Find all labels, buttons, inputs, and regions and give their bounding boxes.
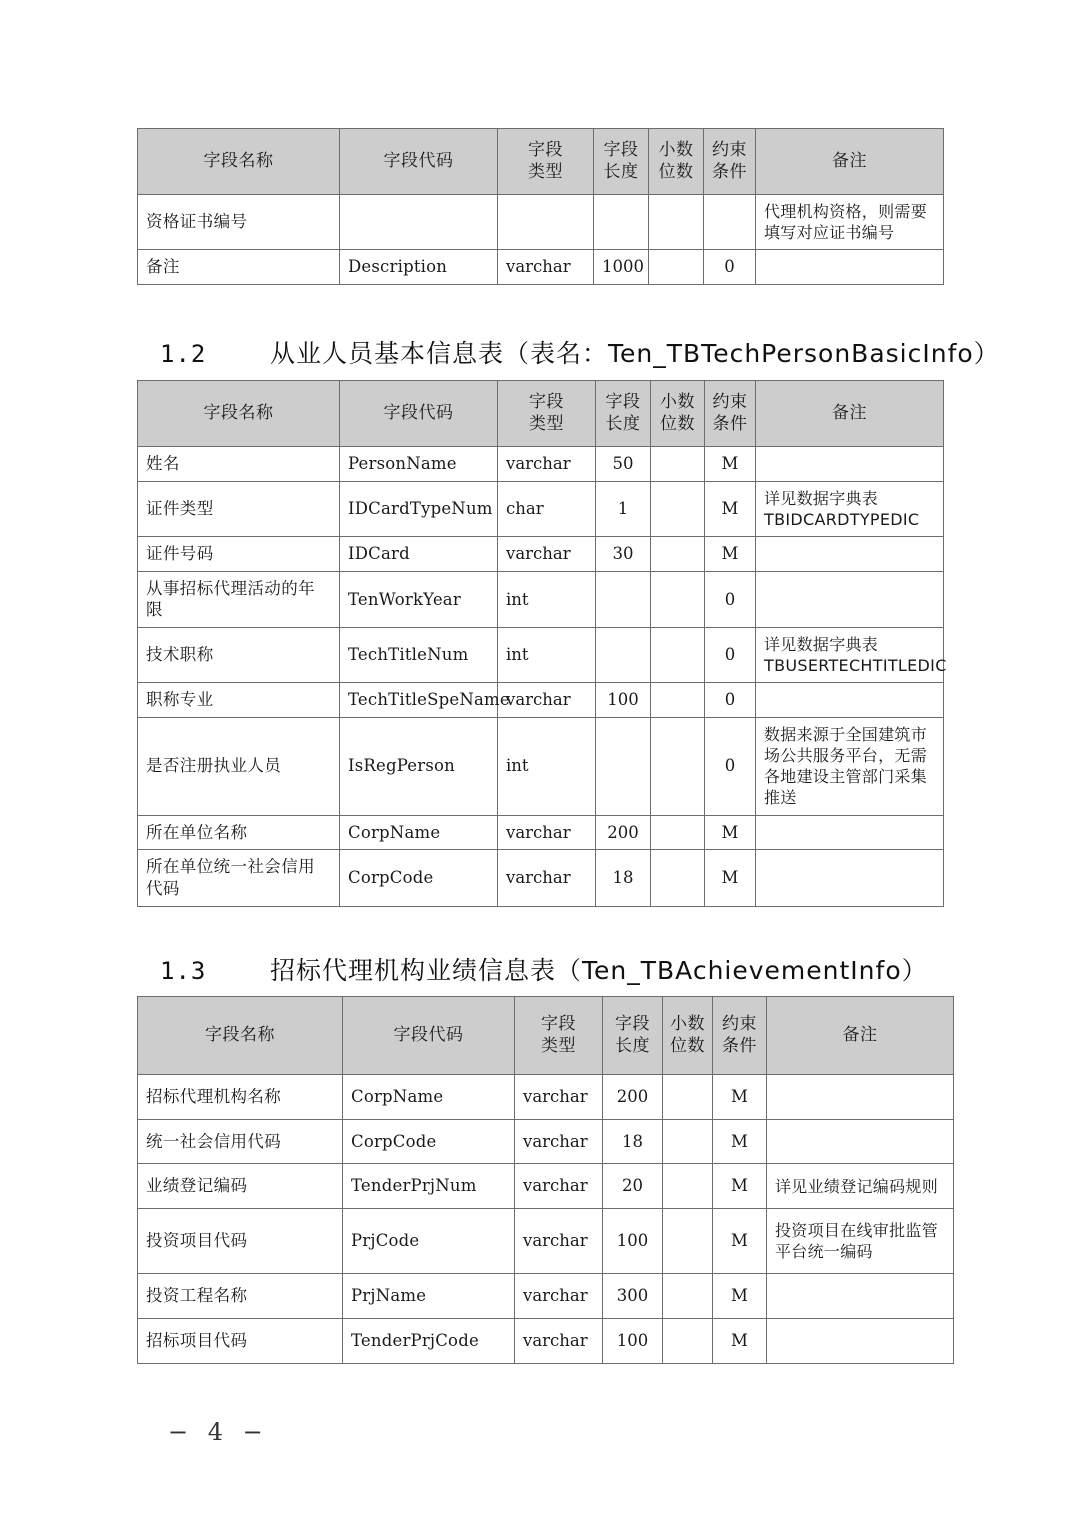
cell-field-length: 200 [596,815,651,850]
cell-field-name: 统一社会信用代码 [138,1119,343,1164]
table-row [138,718,944,815]
section-number: 1.3 [160,957,207,985]
cell-constraint: M [713,1319,767,1364]
cell-decimals [651,446,705,481]
column-header-field-type-line2: 类型 [529,414,564,435]
table-body [138,1074,954,1363]
column-header-decimals [651,381,705,447]
cell-field-code: CorpCode [343,1119,515,1164]
cell-field-name: 技术职称 [138,628,340,683]
cell-field-length: 1000 [594,250,649,285]
cell-field-type: varchar [498,446,596,481]
cell-field-type: varchar [515,1119,603,1164]
column-header-field-name: 字段名称 [138,381,340,447]
cell-field-length [596,571,651,628]
cell-field-length [596,628,651,683]
column-header-constraint-line2: 条件 [712,162,747,183]
cell-constraint: M [705,481,756,536]
cell-remark: 数据来源于全国建筑市场公共服务平台，无需各地建设主管部门采集推送 [756,718,944,815]
column-header-field-length [596,381,651,447]
table-body [138,194,944,284]
cell-field-code: CorpCode [340,850,498,907]
column-header-decimals-line2: 位数 [660,414,695,435]
column-header-decimals-line2: 位数 [658,162,694,183]
cell-field-length: 300 [603,1274,663,1319]
cell-constraint [704,194,756,249]
column-header-constraint-line1: 约束 [712,140,747,160]
column-header-field-code: 字段代码 [340,381,498,447]
cell-constraint: 0 [705,683,756,718]
cell-constraint: 0 [704,250,756,285]
cell-field-code: IDCardTypeNum [340,481,498,536]
cell-decimals [651,815,705,850]
cell-field-length [596,718,651,815]
cell-constraint: 0 [705,571,756,628]
column-header-remark: 备注 [756,129,944,195]
cell-constraint: M [713,1119,767,1164]
cell-constraint: M [713,1074,767,1119]
cell-field-type: varchar [515,1164,603,1209]
column-header-field-name: 字段名称 [138,997,343,1075]
column-header-field-length-line2: 长度 [605,414,641,435]
cell-constraint: 0 [705,718,756,815]
cell-constraint: M [705,815,756,850]
column-header-remark: 备注 [756,381,944,447]
cell-decimals [651,571,705,628]
column-header-field-code: 字段代码 [343,997,515,1075]
section-title: 从业人员基本信息表（表名：Ten_TBTechPersonBasicInfo） [270,339,1000,368]
cell-field-length: 1 [596,481,651,536]
column-header-field-code: 字段代码 [340,129,498,195]
table-row [138,628,944,683]
column-header-field-length-line2: 长度 [615,1036,650,1057]
cell-field-code: TenderPrjNum [343,1164,515,1209]
cell-field-type: int [498,718,596,815]
cell-field-type: varchar [515,1274,603,1319]
cell-field-type: varchar [498,815,596,850]
cell-decimals [663,1274,713,1319]
column-header-decimals-line2: 位数 [670,1036,705,1057]
table-row [138,683,944,718]
column-header-field-type-line2: 类型 [528,162,563,183]
cell-field-code: CorpName [343,1074,515,1119]
table-body [138,446,947,906]
cell-field-name: 所在单位名称 [138,815,340,850]
table-row [138,1319,954,1364]
cell-constraint: M [705,536,756,571]
cell-decimals [651,628,705,683]
cell-field-name: 资格证书编号 [138,194,340,249]
column-header-field-type-line1: 字段 [529,392,564,412]
section-heading-1-2 [160,334,1000,370]
cell-field-length [594,194,649,249]
column-header-field-length [594,129,649,195]
table-row [138,1119,954,1164]
cell-field-code: IDCard [340,536,498,571]
cell-field-length: 100 [596,683,651,718]
cell-field-name: 投资工程名称 [138,1274,343,1319]
table-tech-person-basic-info [137,380,947,907]
table-row [138,1209,954,1274]
cell-remark: 详见数据字典表TBIDCARDTYPEDIC [756,481,944,536]
column-header-decimals-line1: 小数 [660,392,695,412]
column-header-remark: 备注 [767,997,954,1075]
column-header-field-length-line1: 字段 [603,140,639,160]
table-row [138,1274,954,1319]
cell-field-type: varchar [498,536,596,571]
cell-decimals [651,481,705,536]
cell-field-length: 18 [596,850,651,907]
column-header-constraint [713,997,767,1075]
column-header-decimals [663,997,713,1075]
cell-remark [756,446,944,481]
cell-decimals [663,1119,713,1164]
cell-field-type: varchar [498,250,594,285]
table-row [138,1074,954,1119]
column-header-constraint-line2: 条件 [712,414,748,435]
column-header-field-type-line1: 字段 [541,1014,576,1034]
cell-decimals [651,683,705,718]
cell-field-name: 所在单位统一社会信用代码 [138,850,340,907]
cell-field-length: 50 [596,446,651,481]
cell-field-code: PrjName [343,1274,515,1319]
cell-remark [756,815,944,850]
column-header-decimals [649,129,704,195]
cell-decimals [663,1164,713,1209]
section-title: 招标代理机构业绩信息表（Ten_TBAchievementInfo） [270,956,928,985]
cell-field-length: 20 [603,1164,663,1209]
table-row [138,446,944,481]
cell-field-name: 职称专业 [138,683,340,718]
cell-field-type: varchar [515,1209,603,1274]
page-number: − 4 − [168,1418,269,1446]
cell-decimals [663,1074,713,1119]
table-achievement-info [137,996,954,1364]
cell-field-name: 从事招标代理活动的年限 [138,571,340,628]
cell-field-type: varchar [515,1319,603,1364]
cell-field-length: 100 [603,1209,663,1274]
column-header-field-length-line1: 字段 [615,1014,650,1034]
cell-field-code: IsRegPerson [340,718,498,815]
cell-remark [767,1119,954,1164]
cell-constraint: M [713,1209,767,1274]
cell-field-name: 业绩登记编码 [138,1164,343,1209]
table-header-row [138,381,944,447]
cell-decimals [651,536,705,571]
cell-field-name: 招标代理机构名称 [138,1074,343,1119]
table-row [138,481,944,536]
cell-constraint: M [705,850,756,907]
cell-field-length: 100 [603,1319,663,1364]
cell-field-code: TechTitleSpeName [340,683,498,718]
cell-remark [756,683,944,718]
cell-field-code: TenWorkYear [340,571,498,628]
column-header-field-type [515,997,603,1075]
table-row [138,815,944,850]
column-header-field-length [603,997,663,1075]
cell-field-name: 证件类型 [138,481,340,536]
cell-remark: 详见业绩登记编码规则 [767,1164,954,1209]
cell-field-name: 投资项目代码 [138,1209,343,1274]
cell-field-length: 18 [603,1119,663,1164]
cell-constraint: M [705,446,756,481]
column-header-constraint-line1: 约束 [712,392,748,412]
cell-field-type: char [498,481,596,536]
cell-remark [767,1319,954,1364]
column-header-constraint [705,381,756,447]
cell-decimals [651,718,705,815]
table-row [138,194,944,249]
cell-field-name: 备注 [138,250,340,285]
column-header-field-type-line2: 类型 [541,1036,576,1057]
cell-field-type: int [498,571,596,628]
cell-decimals [663,1319,713,1364]
cell-field-code: TechTitleNum [340,628,498,683]
column-header-field-type-line1: 字段 [528,140,563,160]
table-qualification-continued [137,128,944,285]
cell-decimals [649,194,704,249]
column-header-field-type [498,381,596,447]
table-header-row [138,997,954,1075]
column-header-field-length-line1: 字段 [605,392,641,412]
cell-remark [756,850,944,907]
cell-constraint: 0 [705,628,756,683]
cell-field-code: CorpName [340,815,498,850]
cell-field-type: varchar [515,1074,603,1119]
cell-constraint: M [713,1274,767,1319]
cell-field-type: varchar [498,683,596,718]
column-header-decimals-line1: 小数 [670,1014,705,1034]
cell-field-code [340,194,498,249]
cell-remark: 投资项目在线审批监管平台统一编码 [767,1209,954,1274]
table-row [138,536,944,571]
column-header-constraint-line2: 条件 [722,1036,757,1057]
table-row [138,850,944,907]
table-row [138,1164,954,1209]
column-header-field-type [498,129,594,195]
table-row [138,571,944,628]
cell-remark: 代理机构资格，则需要填写对应证书编号 [756,194,944,249]
cell-field-type: int [498,628,596,683]
cell-field-code: TenderPrjCode [343,1319,515,1364]
cell-constraint: M [713,1164,767,1209]
cell-field-name: 是否注册执业人员 [138,718,340,815]
column-header-field-length-line2: 长度 [603,162,639,183]
cell-decimals [649,250,704,285]
table-header-row [138,129,944,195]
cell-field-code: PrjCode [343,1209,515,1274]
cell-decimals [663,1209,713,1274]
cell-remark [767,1274,954,1319]
cell-remark [756,250,944,285]
cell-field-name: 姓名 [138,446,340,481]
cell-decimals [651,850,705,907]
column-header-constraint [704,129,756,195]
cell-field-length: 200 [603,1074,663,1119]
cell-field-code: PersonName [340,446,498,481]
cell-remark: 详见数据字典表TBUSERTECHTITLEDIC [756,628,944,683]
section-heading-1-3 [160,951,928,987]
cell-field-length: 30 [596,536,651,571]
cell-field-name: 证件号码 [138,536,340,571]
cell-field-type [498,194,594,249]
cell-remark [767,1074,954,1119]
column-header-decimals-line1: 小数 [658,140,694,160]
cell-remark [756,536,944,571]
column-header-constraint-line1: 约束 [722,1014,757,1034]
cell-remark [756,571,944,628]
cell-field-code: Description [340,250,498,285]
cell-field-type: varchar [498,850,596,907]
column-header-field-name: 字段名称 [138,129,340,195]
section-number: 1.2 [160,340,207,368]
table-row [138,250,944,285]
cell-field-name: 招标项目代码 [138,1319,343,1364]
